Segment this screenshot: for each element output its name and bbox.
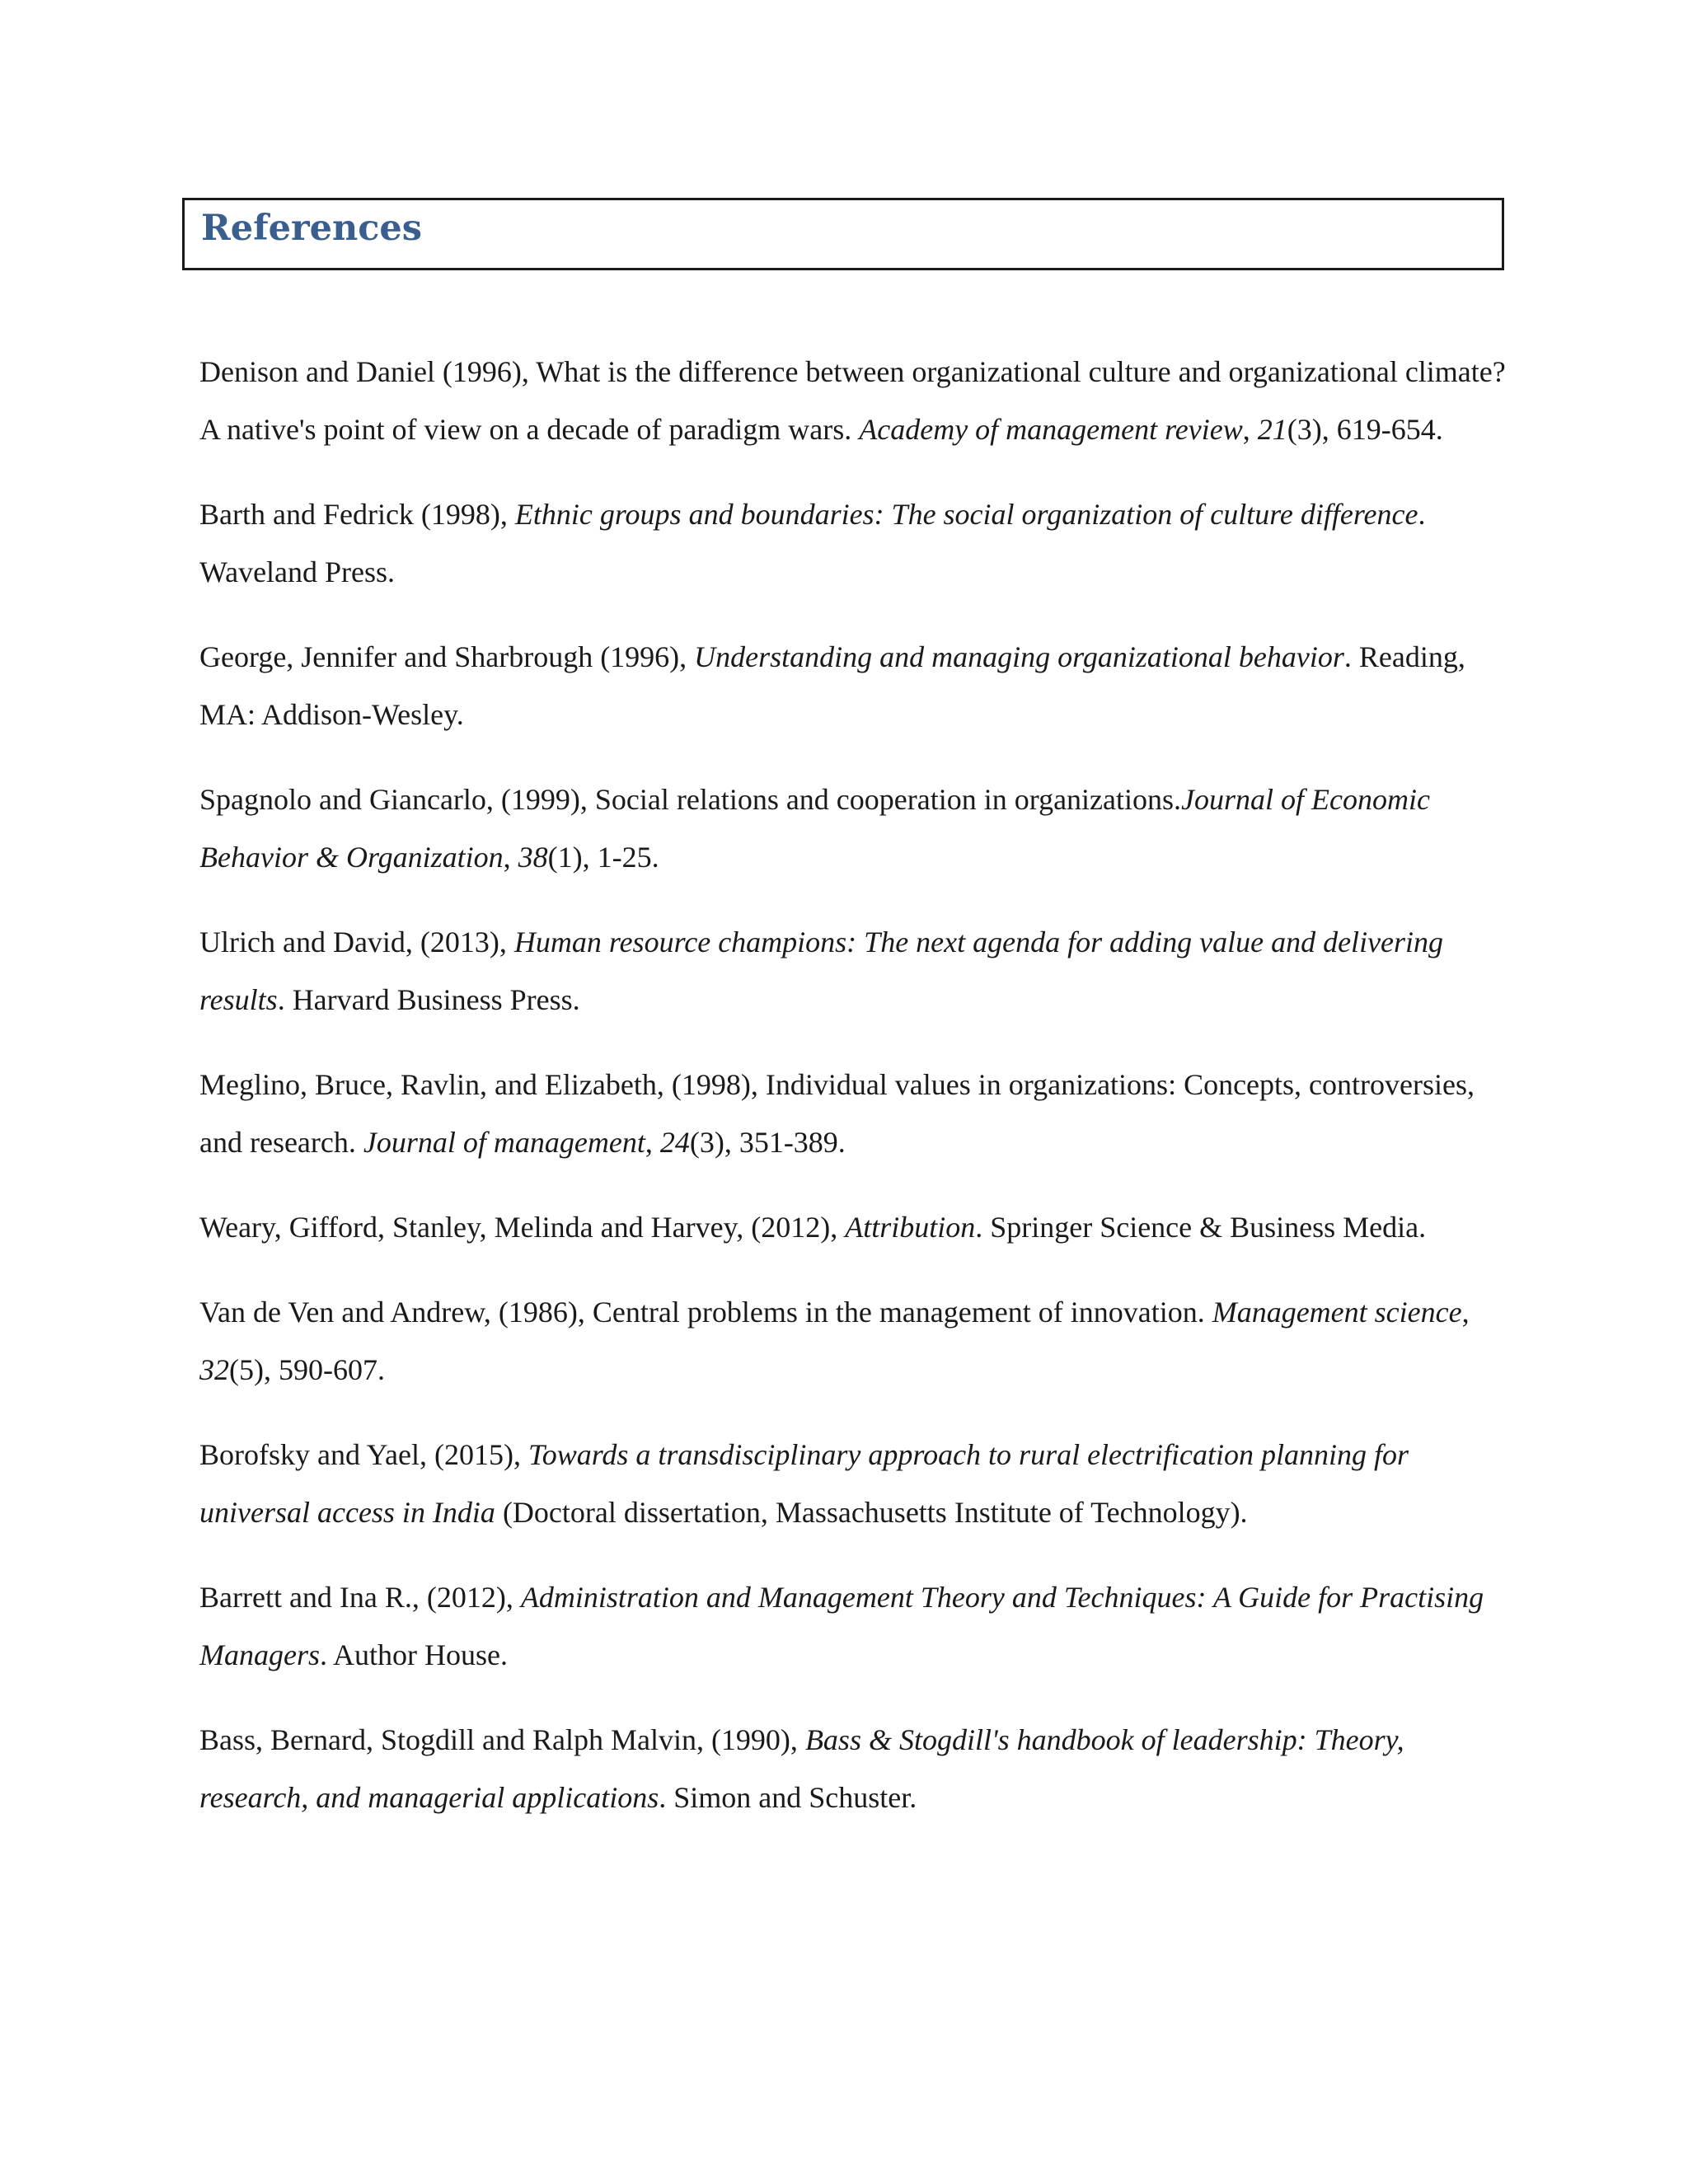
reference-italic-text: Academy of management review [859, 413, 1243, 446]
reference-text: . Harvard Business Press. [277, 983, 580, 1016]
reference-text: George, Jennifer and Sharbrough (1996), [199, 640, 695, 673]
reference-text: Barrett and Ina R., (2012), [199, 1581, 521, 1614]
reference-italic-text: Administration and Management Theory and Techniques: A Guide for Practising Managers [199, 1581, 1484, 1671]
reference-entry [199, 343, 1514, 458]
reference-italic-text: Attribution [845, 1211, 976, 1244]
reference-entry [199, 1568, 1514, 1684]
reference-text: , [503, 841, 518, 874]
reference-italic-text: Towards a transdisciplinary approach to rural electrification planning for universal access in India [199, 1438, 1409, 1529]
reference-text: Barth and Fedrick (1998), [199, 498, 515, 531]
reference-italic-text: Understanding and managing organizational behavior [694, 640, 1344, 673]
reference-text: . Simon and Schuster. [659, 1781, 917, 1814]
reference-italic-text: 24 [659, 1126, 690, 1159]
references-heading-box [182, 198, 1504, 270]
reference-text: , [1461, 1296, 1470, 1329]
reference-text: . Waveland Press. [199, 498, 1426, 588]
reference-text: , [1242, 413, 1258, 446]
reference-italic-text: Journal of Economic Behavior & Organization [199, 783, 1430, 874]
reference-text: . Springer Science & Business Media. [975, 1211, 1427, 1244]
reference-entry [199, 628, 1514, 743]
reference-entry [199, 1711, 1514, 1826]
reference-text: . Reading, MA: Addison-Wesley. [199, 640, 1465, 731]
reference-entry [199, 913, 1514, 1029]
references-heading: References [201, 208, 422, 249]
reference-italic-text: 38 [518, 841, 548, 874]
reference-entry [199, 1056, 1514, 1171]
reference-italic-text: 32 [199, 1353, 229, 1386]
reference-text: Borofsky and Yael, (2015), [199, 1438, 528, 1471]
reference-text: Ulrich and David, (2013), [199, 926, 514, 958]
reference-italic-text: Management science [1212, 1296, 1462, 1329]
reference-list [199, 343, 1514, 1854]
reference-text: Bass, Bernard, Stogdill and Ralph Malvin, (1990), [199, 1723, 805, 1756]
reference-italic-text: 21 [1257, 413, 1287, 446]
reference-italic-text: Journal of management [363, 1126, 645, 1159]
reference-entry [199, 1426, 1514, 1541]
reference-text: (Doctoral dissertation, Massachusetts Institute of Technology). [495, 1496, 1248, 1529]
reference-entry [199, 1283, 1514, 1399]
reference-italic-text: Human resource champions: The next agenda for adding value and delivering results [199, 926, 1444, 1016]
reference-italic-text: Ethnic groups and boundaries: The social organization of culture difference [514, 498, 1418, 531]
reference-text: Weary, Gifford, Stanley, Melinda and Harvey, (2012), [199, 1211, 846, 1244]
reference-text: Van de Ven and Andrew, (1986), Central problems in the management of innovation. [199, 1296, 1212, 1329]
reference-text: (3), 619-654. [1287, 413, 1443, 446]
reference-text: Meglino, Bruce, Ravlin, and Elizabeth, (1998), Individual values in organizations: Concepts, controversies, and research. [199, 1068, 1475, 1159]
reference-text: Spagnolo and Giancarlo, (1999), Social relations and cooperation in organizations. [199, 783, 1182, 816]
reference-entry [199, 1198, 1514, 1256]
reference-italic-text: Bass & Stogdill's handbook of leadership: Theory, research, and managerial applications [199, 1723, 1404, 1814]
reference-text: (5), 590-607. [229, 1353, 385, 1386]
reference-entry [199, 771, 1514, 886]
reference-text: (3), 351-389. [689, 1126, 846, 1159]
reference-entry [199, 485, 1514, 601]
reference-text: Denison and Daniel (1996), What is the difference between organizational culture and organizational climate? A native's point of view on a decade of paradigm wars. [199, 355, 1506, 446]
reference-text: . Author House. [320, 1638, 508, 1671]
reference-text: , [645, 1126, 660, 1159]
reference-text: (1), 1-25. [547, 841, 659, 874]
